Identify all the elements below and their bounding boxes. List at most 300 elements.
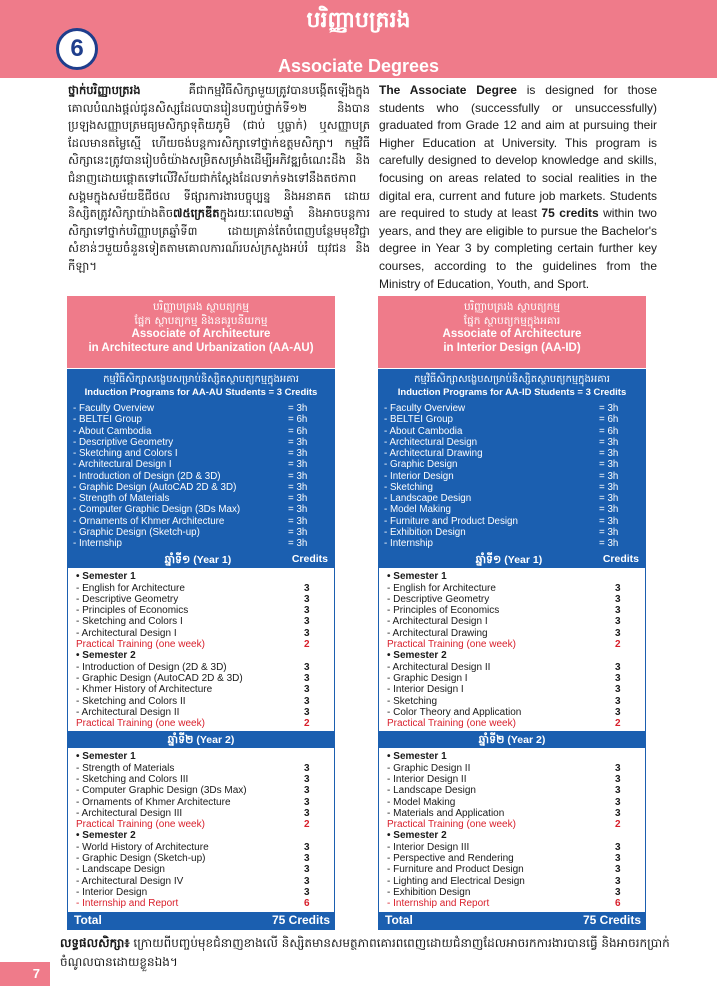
course-name: - Graphic Design (Sketch-up): [76, 853, 206, 865]
induction-item-hours: = 3h: [288, 448, 308, 459]
course-credits: 3: [304, 661, 310, 673]
induction-item-name: - Architectural Design: [384, 436, 478, 448]
course-name: • Semester 2: [387, 830, 447, 842]
course-name: • Semester 1: [387, 751, 447, 763]
course-credits: 3: [304, 807, 310, 819]
induction-item: [384, 527, 641, 538]
course-row: [76, 718, 324, 729]
course-name: - Descriptive Geometry: [76, 593, 179, 605]
course-row: [76, 819, 324, 830]
course-row: [76, 751, 324, 762]
year1-en: (Year 1): [190, 554, 232, 567]
induction-item-hours: = 3h: [288, 493, 308, 504]
course-name: - Lighting and Electrical Design: [387, 875, 525, 887]
year2-label: [385, 731, 639, 748]
course-row: [387, 876, 635, 887]
induction-item: [73, 403, 330, 414]
intro-khmer-lead: ថ្នាក់បរិញ្ញាបត្ររង: [68, 83, 141, 97]
course-credits: 3: [615, 785, 621, 797]
course-credits: 2: [615, 718, 621, 730]
course-name: • Semester 1: [76, 571, 136, 583]
course-credits: 3: [615, 853, 621, 865]
program-title-2: in Interior Design (AA-ID): [443, 341, 581, 354]
course-row: [76, 650, 324, 661]
course-credits: 3: [304, 774, 310, 785]
course-credits: 3: [304, 582, 310, 594]
course-credits: 3: [304, 853, 310, 865]
year2-course-list: [379, 748, 645, 911]
course-name: - Architectural Design IV: [76, 875, 184, 887]
course-row: [76, 898, 324, 909]
induction-item-name: - About Cambodia: [384, 425, 463, 437]
course-credits: 3: [304, 684, 310, 696]
program-title-box: [378, 296, 646, 368]
induction-item-hours: = 3h: [599, 436, 619, 448]
course-name: - Architectural Design I: [76, 627, 177, 639]
course-name: Practical Training (one week): [76, 819, 205, 831]
induction-item-hours: = 3h: [599, 515, 619, 527]
induction-item-name: - Architectural Design I: [73, 459, 172, 471]
course-credits: 2: [615, 819, 621, 831]
course-row: [387, 684, 635, 695]
induction-item-name: - Sketching and Colors I: [73, 448, 178, 459]
course-row: [387, 819, 635, 830]
header-title: Associate Degrees: [277, 56, 440, 76]
course-credits: 3: [304, 706, 310, 718]
induction-item-name: - Graphic Design (AutoCAD 2D & 3D): [73, 481, 237, 493]
course-credits: 3: [615, 706, 621, 718]
induction-khmer-label: កម្មវិធីសិក្សាសង្ខេបសម្រាប់និស្សិតស្ថាបត្យកម្មក្នុងអគារ: [414, 374, 610, 385]
course-credits: 3: [304, 695, 310, 707]
course-row: [387, 763, 635, 774]
course-credits: [304, 751, 324, 762]
course-row: [76, 605, 324, 616]
course-name: - Computer Graphic Design (3Ds Max): [76, 785, 247, 797]
course-credits: 3: [615, 661, 621, 673]
course-row: [76, 842, 324, 853]
course-row: [387, 696, 635, 707]
course-credits: 2: [304, 819, 310, 831]
year2-en: (Year 2): [504, 734, 546, 747]
induction-item: [384, 516, 641, 527]
course-credits: [615, 650, 635, 661]
course-credits: 3: [304, 796, 310, 808]
program-column-aa-au: [67, 296, 335, 930]
induction-item: [73, 414, 330, 425]
course-name: - Perspective and Rendering: [387, 853, 514, 865]
course-credits: 3: [304, 886, 310, 898]
course-credits: 3: [615, 593, 621, 605]
course-row: [387, 583, 635, 594]
induction-item-hours: = 3h: [288, 403, 308, 414]
induction-item-hours: = 3h: [288, 459, 308, 471]
induction-item: [73, 437, 330, 448]
course-row: [76, 696, 324, 707]
induction-item: [73, 471, 330, 482]
induction-list: [379, 402, 645, 551]
course-credits: [304, 830, 324, 841]
course-credits: 3: [304, 627, 310, 639]
course-row: [387, 650, 635, 661]
year2-course-list: [68, 748, 334, 911]
induction-item-name: - Exhibition Design: [384, 526, 466, 538]
course-row: [387, 797, 635, 808]
course-name: - Sketching and Colors II: [76, 695, 186, 707]
induction-khmer-label: កម្មវិធីសិក្សាសង្ខេបសម្រាប់និស្សិតស្ថាបត្យកម្មក្នុងអគារ: [103, 374, 299, 385]
course-name: - Materials and Application: [387, 807, 505, 819]
induction-item: [384, 538, 641, 549]
induction-item-hours: = 6h: [599, 425, 619, 437]
course-row: [76, 707, 324, 718]
induction-item-name: - Sketching: [384, 481, 434, 493]
induction-item-name: - BELTEI Group: [73, 414, 142, 426]
course-name: - Landscape Design: [387, 785, 476, 797]
course-row: [387, 887, 635, 898]
course-row: [387, 808, 635, 819]
induction-item-name: - Introduction of Design (2D & 3D): [73, 470, 221, 482]
course-name: - Introduction of Design (2D & 3D): [76, 661, 227, 673]
course-name: Practical Training (one week): [76, 639, 205, 651]
induction-item-name: - Model Making: [384, 504, 451, 516]
year1-course-list: [68, 568, 334, 731]
course-credits: 3: [304, 605, 310, 617]
induction-item: [73, 538, 330, 549]
induction-item-name: - Graphic Design (Sketch-up): [73, 526, 200, 538]
course-row: [387, 662, 635, 673]
induction-item: [384, 459, 641, 470]
induction-label: Induction Programs for AA-ID Students = 3 Credits: [397, 387, 627, 398]
course-credits: 3: [304, 785, 310, 797]
induction-header: [379, 370, 645, 402]
course-name: Practical Training (one week): [387, 639, 516, 651]
year1-label: [74, 551, 292, 568]
program-khmer-title-2: ផ្នែក ស្ថាបត្យកម្មក្នុងអគារ: [463, 315, 561, 327]
curriculum-table: [67, 369, 335, 930]
year2-header: [379, 731, 645, 748]
course-name: - Color Theory and Application: [387, 706, 522, 718]
course-row: [76, 853, 324, 864]
course-credits: 3: [615, 627, 621, 639]
course-credits: 6: [615, 898, 621, 910]
total-value: 75 Credits: [582, 912, 641, 927]
course-credits: 3: [615, 616, 621, 628]
course-row: [76, 774, 324, 785]
course-name: • Semester 2: [387, 650, 447, 662]
induction-item: [73, 426, 330, 437]
induction-item-name: - Descriptive Geometry: [73, 436, 174, 448]
year1-khmer: ឆ្នាំទី១: [475, 553, 502, 567]
induction-item-hours: = 3h: [599, 470, 619, 482]
program-khmer-title-1: បរិញ្ញាបត្ររង ស្ថាបត្យកម្ម: [463, 301, 561, 313]
course-name: - World History of Architecture: [76, 841, 209, 853]
course-credits: 2: [615, 639, 621, 651]
course-row: [76, 662, 324, 673]
program-title-box: [67, 296, 335, 368]
course-row: [387, 628, 635, 639]
course-row: [387, 898, 635, 909]
course-credits: 3: [615, 605, 621, 617]
course-row: [387, 571, 635, 582]
course-name: Practical Training (one week): [387, 819, 516, 831]
course-name: • Semester 2: [76, 650, 136, 662]
course-credits: [615, 571, 635, 582]
induction-item-hours: = 3h: [599, 403, 619, 414]
course-credits: 3: [615, 582, 621, 594]
credits-column-label: Credits: [291, 553, 328, 566]
course-credits: 3: [615, 864, 621, 876]
induction-item: [384, 437, 641, 448]
induction-item-hours: = 6h: [288, 425, 308, 437]
induction-item: [73, 493, 330, 504]
page-number: 7: [0, 962, 50, 986]
intro-khmer-credits: ៧៥ក្រេឌីត: [173, 206, 220, 221]
induction-item: [73, 527, 330, 538]
induction-item-name: - Interior Design: [384, 470, 454, 482]
induction-item: [384, 493, 641, 504]
induction-item-hours: = 3h: [599, 459, 619, 471]
course-row: [76, 887, 324, 898]
course-row: [76, 864, 324, 875]
course-row: [76, 628, 324, 639]
course-name: • Semester 1: [76, 751, 136, 763]
page-header: [0, 0, 717, 78]
course-row: [387, 751, 635, 762]
course-name: - Khmer History of Architecture: [76, 684, 213, 696]
course-credits: 3: [615, 672, 621, 684]
induction-item-hours: = 3h: [288, 504, 308, 516]
year2-khmer: ឆ្នាំទី២: [478, 733, 505, 747]
course-row: [76, 571, 324, 582]
course-row: [76, 673, 324, 684]
intro-en-text-2: within two years, and they are eligible to pursue the Bachelor's degree in Year 3 by completing certain further key courses, according to the guidelines from the Ministry of Education, Youth, and Sport.: [379, 206, 657, 291]
induction-item-hours: = 3h: [288, 481, 308, 493]
course-credits: [615, 830, 635, 841]
induction-item-hours: = 6h: [599, 414, 619, 426]
course-credits: 3: [304, 864, 310, 876]
chapter-badge: 6: [56, 28, 98, 70]
year1-en: (Year 1): [501, 554, 543, 567]
course-name: - Landscape Design: [76, 864, 165, 876]
induction-label: Induction Programs for AA-AU Students = 3 Credits: [84, 387, 318, 398]
induction-item: [73, 459, 330, 470]
course-row: [387, 718, 635, 729]
credits-column-label: Credits: [602, 553, 639, 566]
induction-item-hours: = 3h: [599, 493, 619, 504]
outcome-text: ក្រោយពីបញ្ចប់មុខជំនាញខាងលើ និស្សិតមានសមត្ថភាពគោរពពេញដោយជំនាញដែលអាចរកការងារបានធ្វើ និងអាចរកប្រាក់ចំណូលបានដោយខ្លួនឯង។: [60, 936, 670, 969]
course-name: - Graphic Design (AutoCAD 2D & 3D): [76, 672, 243, 684]
course-name: - Model Making: [387, 796, 456, 808]
course-credits: 3: [304, 841, 310, 853]
induction-item-name: - Ornaments of Khmer Architecture: [73, 515, 225, 527]
course-credits: 3: [615, 695, 621, 707]
course-row: [387, 707, 635, 718]
induction-item-hours: = 3h: [599, 526, 619, 538]
intro-en-text: is designed for those students who (successfully or unsuccessfully) graduated from Grade 12 and aim at pursuing their Higher Education at University. This program is carefully designed to develop knowledge and skills, focusing on areas related to social realities in the digital era, current and future job markets. Students are required to study at least: [379, 83, 657, 221]
outcome-lead: លទ្ធផលសិក្សា៖: [60, 936, 130, 950]
induction-item-hours: = 3h: [599, 448, 619, 459]
course-row: [76, 830, 324, 841]
induction-item-hours: = 3h: [288, 470, 308, 482]
intro-khmer-text-2: ក្នុងរយៈពេល២ឆ្នាំ និងអាចបន្តការសិក្សាទៅថ្នាក់បរិញ្ញាបត្រឆ្នាំទី៣ ដោយគ្រាន់តែបំពេញបន្ថែមមុខវិជ្ជាសំខាន់ៗមួយចំនួនទៀតតាមគោលការណ៍របស់ក្រសួងអប់រំ យុវជន និងកីឡា។: [68, 206, 370, 273]
course-name: - Architectural Drawing: [387, 627, 488, 639]
course-credits: 3: [615, 875, 621, 887]
course-row: [387, 853, 635, 864]
course-row: [387, 774, 635, 785]
induction-item-hours: = 3h: [288, 526, 308, 538]
program-column-aa-id: [378, 296, 646, 930]
course-row: [76, 763, 324, 774]
induction-item-hours: = 3h: [599, 504, 619, 516]
induction-item-name: - Graphic Design: [384, 459, 458, 471]
induction-item: [384, 471, 641, 482]
year2-en: (Year 2): [193, 734, 235, 747]
course-name: - Ornaments of Khmer Architecture: [76, 796, 231, 808]
course-credits: 6: [304, 898, 310, 910]
course-credits: [304, 571, 324, 582]
course-row: [76, 684, 324, 695]
course-name: - Strength of Materials: [76, 762, 175, 774]
course-row: [387, 842, 635, 853]
course-credits: [304, 650, 324, 661]
course-name: - Internship and Report: [387, 898, 490, 910]
course-name: - Principles of Economics: [76, 605, 189, 617]
course-name: - Sketching: [387, 695, 438, 707]
induction-item-hours: = 3h: [288, 515, 308, 527]
induction-item-name: - Internship: [73, 538, 123, 549]
course-name: - Interior Design II: [387, 774, 467, 785]
induction-item: [384, 426, 641, 437]
course-name: - English for Architecture: [387, 582, 496, 594]
course-row: [76, 616, 324, 627]
course-row: [387, 864, 635, 875]
program-title-1: Associate of Architecture: [131, 328, 271, 340]
induction-item: [384, 403, 641, 414]
induction-item-name: - Faculty Overview: [73, 403, 155, 414]
total-row: [379, 912, 645, 929]
induction-item-name: - Landscape Design: [384, 493, 472, 504]
total-label: Total: [74, 912, 102, 927]
course-credits: 3: [304, 762, 310, 774]
induction-item: [384, 482, 641, 493]
course-name: - Descriptive Geometry: [387, 593, 490, 605]
course-row: [387, 639, 635, 650]
induction-item: [384, 414, 641, 425]
course-row: [76, 808, 324, 819]
course-credits: 3: [615, 774, 621, 785]
total-label: Total: [385, 912, 413, 927]
course-credits: 3: [615, 684, 621, 696]
course-row: [76, 797, 324, 808]
induction-item: [384, 504, 641, 515]
course-row: [387, 594, 635, 605]
induction-item-name: - BELTEI Group: [384, 414, 453, 426]
course-credits: 3: [304, 672, 310, 684]
intro-khmer-text: គឺជាកម្មវិធីសិក្សាមួយត្រូវបានបង្កើតឡើងក្នុងគោលបំណងផ្តល់ជូនសិស្សដែលបានរៀនបញ្ចប់ថ្នាក់ទី១២ និងបានប្រឡងសញ្ញាបត្រមធ្យមសិក្សាទុតិយភូមិ (ជាប់ ឬធ្លាក់) ឬសញ្ញាបត្រ ដែលមានតម្លៃស្មើ ហើយចង់បន្តការសិក្សាទៅថ្នាក់ឧត្តមសិក្សា។ កម្មវិធីសិក្សានេះត្រូវបានរៀបចំយ៉ាងសម្រិតសម្រាំងដើម្បីអភិវឌ្ឍចំណេះដឹង និងជំនាញដោយផ្តោតទៅលើវិស័យជាក់ស្តែងដែលទាក់ទងទៅនឹងតថភាពសង្គមក្នុងសម័យឌីជីថល ទីផ្សារការងារបច្ចុប្បន្ន និងអនាគត ដោយនិស្សិតត្រូវសិក្សាយ៉ាងតិច: [68, 83, 370, 221]
program-title-2: in Architecture and Urbanization (AA-AU): [88, 341, 314, 354]
course-row: [387, 830, 635, 841]
course-name: - Principles of Economics: [387, 605, 500, 617]
induction-item-hours: = 3h: [599, 481, 619, 493]
course-credits: 3: [615, 796, 621, 808]
induction-item-name: - Faculty Overview: [384, 403, 466, 414]
course-name: Practical Training (one week): [387, 718, 516, 730]
course-name: • Semester 2: [76, 830, 136, 842]
course-name: - Sketching and Colors I: [76, 616, 183, 628]
intro-khmer: [68, 82, 370, 276]
course-name: - Interior Design III: [387, 841, 470, 853]
course-name: - Architectural Design III: [76, 807, 183, 819]
course-name: - Exhibition Design: [387, 886, 471, 898]
induction-list: [68, 402, 334, 551]
year1-course-list: [379, 568, 645, 731]
course-credits: 3: [304, 593, 310, 605]
course-name: - Interior Design I: [387, 684, 464, 696]
course-row: [76, 594, 324, 605]
course-row: [387, 785, 635, 796]
induction-item-hours: = 3h: [288, 538, 308, 549]
course-credits: 3: [615, 762, 621, 774]
year2-khmer: ឆ្នាំទី២: [167, 733, 194, 747]
induction-item: [73, 516, 330, 527]
induction-item: [73, 482, 330, 493]
course-row: [387, 673, 635, 684]
program-title-1: Associate of Architecture: [442, 328, 582, 340]
course-name: Practical Training (one week): [76, 718, 205, 730]
course-row: [387, 616, 635, 627]
course-name: - Architectural Design I: [387, 616, 488, 628]
induction-item-name: - Computer Graphic Design (3Ds Max): [73, 504, 241, 516]
intro-en-credits: 75 credits: [541, 206, 599, 221]
course-row: [76, 583, 324, 594]
course-name: - Architectural Design II: [76, 706, 180, 718]
total-row: [68, 912, 334, 929]
induction-item-hours: = 6h: [288, 414, 308, 426]
course-name: - Furniture and Product Design: [387, 864, 524, 876]
program-khmer-title-1: បរិញ្ញាបត្ររង ស្ថាបត្យកម្ម: [152, 301, 250, 313]
induction-item: [384, 448, 641, 459]
induction-item-name: - Architectural Drawing: [384, 448, 483, 459]
course-row: [387, 605, 635, 616]
year1-label: [385, 551, 603, 568]
course-credits: 3: [304, 616, 310, 628]
course-credits: 2: [304, 639, 310, 651]
learning-outcome: [60, 934, 690, 972]
intro-english: [379, 82, 657, 293]
year1-header: [379, 551, 645, 568]
course-name: - Graphic Design II: [387, 762, 471, 774]
course-row: [76, 785, 324, 796]
intro-en-lead: The Associate Degree: [379, 83, 517, 97]
course-name: - Interior Design: [76, 886, 148, 898]
program-khmer-title-2: ផ្នែក ស្ថាបត្យកម្ម និងនគរូបនីយកម្ម: [134, 315, 268, 327]
course-name: - Sketching and Colors III: [76, 774, 189, 785]
induction-item: [73, 504, 330, 515]
course-credits: 2: [304, 718, 310, 730]
header-khmer-title: បរិញ្ញាបត្ររង: [306, 8, 411, 33]
induction-item-hours: = 3h: [288, 436, 308, 448]
induction-header: [68, 370, 334, 402]
course-name: - Internship and Report: [76, 898, 179, 910]
course-row: [76, 639, 324, 650]
induction-item: [73, 448, 330, 459]
course-credits: 3: [615, 841, 621, 853]
induction-item-name: - Internship: [384, 538, 434, 549]
year1-khmer: ឆ្នាំទី១: [164, 553, 191, 567]
course-credits: 3: [615, 807, 621, 819]
course-name: - English for Architecture: [76, 582, 185, 594]
course-credits: 3: [615, 886, 621, 898]
induction-item-name: - About Cambodia: [73, 425, 152, 437]
